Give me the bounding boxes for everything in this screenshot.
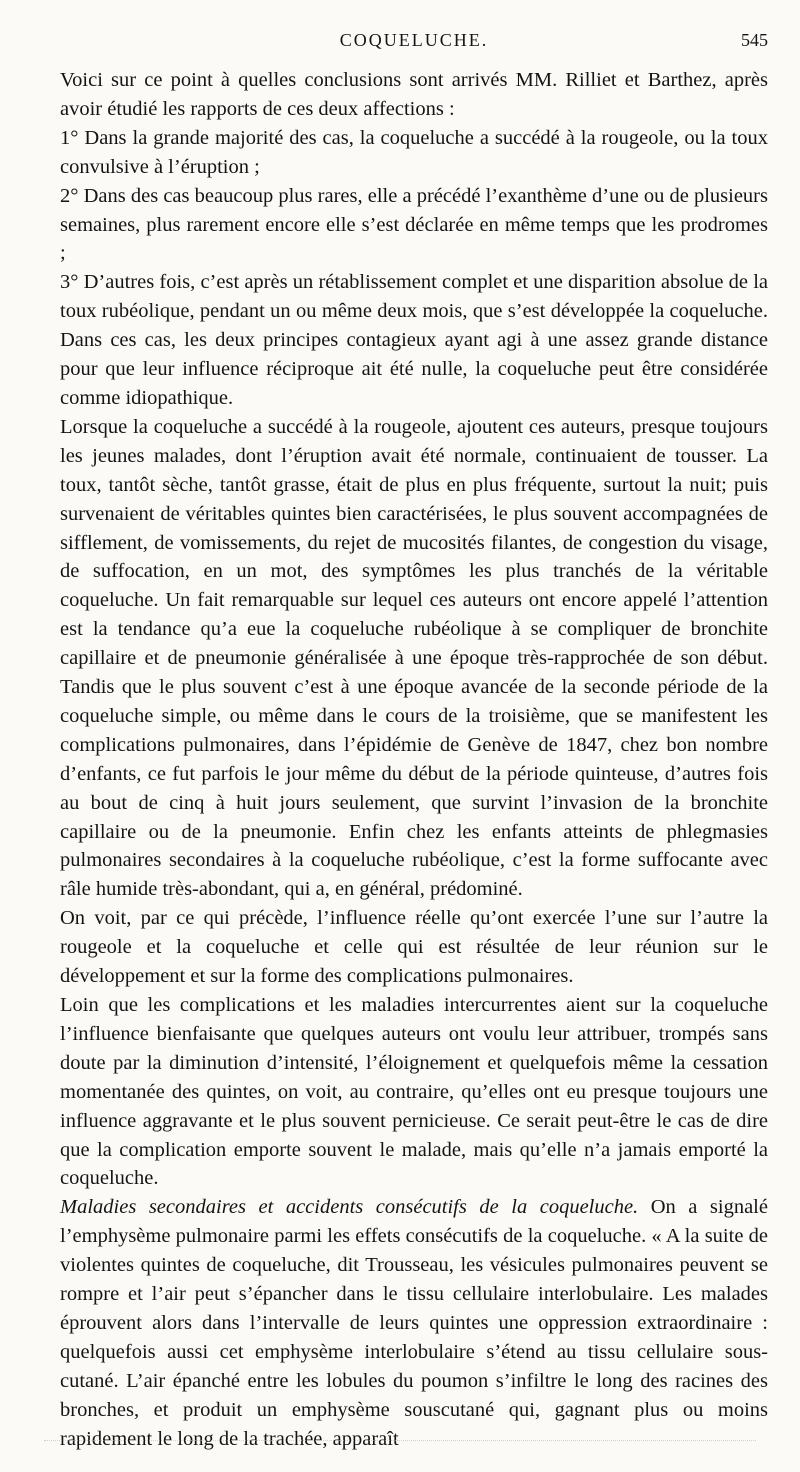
paragraph-conclusion-1: 1° Dans la grande majorité des cas, la coqueluche a succédé à la rougeole, ou la toux convulsive à l’éruption ; — [60, 126, 768, 178]
paragraph-conclusion-3: 3° D’autres fois, c’est après un rétablissement complet et une disparition absolue de la toux rubéolique, pendant un ou même deux mois, que s’est développée la coqueluche. Dans ces cas, les deux principes contagieux ayant agi à une assez grande distance pour que leur influence réciproque ait été nulle, la coqueluche peut être considérée comme idiopathique. — [60, 271, 768, 409]
section-heading-italic: Maladies secondaires et accidents consécutifs de la coqueluche. — [60, 1196, 639, 1219]
paragraph-secondary-diseases — [60, 1193, 768, 1453]
paragraph-influence: On voit, par ce qui précède, l’influence réelle qu’ont exercée l’une sur l’autre la rougeole et la coqueluche et celle qui est résultée de leur réunion sur le développement et sur la forme des complications pulmonaires. — [60, 907, 768, 988]
paragraph-conclusion-2: 2° Dans des cas beaucoup plus rares, elle a précédé l’exanthème d’une ou de plusieurs semaines, plus rarement encore elle s’est déclarée en même temps que les prodromes ; — [60, 184, 768, 265]
book-page — [60, 30, 768, 1454]
paragraph-intro: Voici sur ce point à quelles conclusions sont arrivés MM. Rilliet et Barthez, après avoir étudié les rapports de ces deux affections : — [60, 69, 768, 120]
page-header — [60, 30, 768, 58]
paragraph-complications: Loin que les complications et les maladies intercurrentes aient sur la coqueluche l’influence bienfaisante que quelques auteurs ont voulu leur attribuer, trompés sans doute par la diminution d’intensité, l’éloignement et quelquefois même la cessation momentanée des quintes, on voit, au contraire, qu’elles ont eu presque toujours une influence aggravante et le plus souvent pernicieuse. Ce serait peut-être le cas de dire que la complication emporte souvent le malade, mais qu’elle n’a jamais emporté la coqueluche. — [60, 994, 768, 1190]
section-text: On a signalé l’emphysème pulmonaire parmi les effets consécutifs de la coqueluche. « A la suite de violentes quintes de coqueluche, dit Trousseau, les vésicules pulmonaires peuvent se rompre et l’air peut s’épancher dans le tissu cellulaire interlobulaire. Les malades éprouvent alors dans l’intervalle de leurs quintes une oppression extraordinaire : quelquefois aussi cet emphysème interlobulaire s’étend au tissu cellulaire sous-cutané. L’air épanché entre les lobules du poumon s’infiltre le long des racines des bronches, et produit un emphysème souscutané qui, gagnant plus ou moins rapidement le long de la trachée, apparaît — [60, 1196, 768, 1450]
bottom-margin-specks — [44, 1440, 756, 1443]
page-number: 545 — [741, 30, 768, 50]
running-title: COQUELUCHE. — [339, 30, 489, 50]
paragraph-rubeolic-whooping-cough: Lorsque la coqueluche a succédé à la rougeole, ajoutent ces auteurs, presque toujours les jeunes malades, dont l’éruption avait été normale, continuaient de tousser. La toux, tantôt sèche, tantôt grasse, était de plus en plus fréquente, surtout la nuit; puis survenaient de véritables quintes bien caractérisées, le plus souvent accompagnées de sifflement, de vomissements, du rejet de mucosités filantes, de congestion du visage, de suffocation, en un mot, des symptômes les plus tranchés de la véritable coqueluche. Un fait remarquable sur lequel ces auteurs ont encore appelé l’attention est la tendance qu’a eue la coqueluche rubéolique à se compliquer de bronchite capillaire et de pneumonie généralisée à une époque très-rapprochée de son début. Tandis que le plus souvent c’est à une époque avancée de la seconde période de la coqueluche simple, ou même dans le cours de la troisième, que se manifestent les complications pulmonaires, dans l’épidémie de Genève de 1847, chez bon nombre d’enfants, ce fut parfois le jour même du début de la période quinteuse, d’autres fois au bout de cinq à huit jours seulement, que survint l’invasion de la bronchite capillaire ou de la pneumonie. Enfin chez les enfants atteints de phlegmasies pulmonaires secondaires à la coqueluche rubéolique, c’est la forme suffocante avec râle humide très-abondant, qui a, en général, prédominé. — [60, 415, 768, 901]
body-text — [60, 66, 768, 1454]
